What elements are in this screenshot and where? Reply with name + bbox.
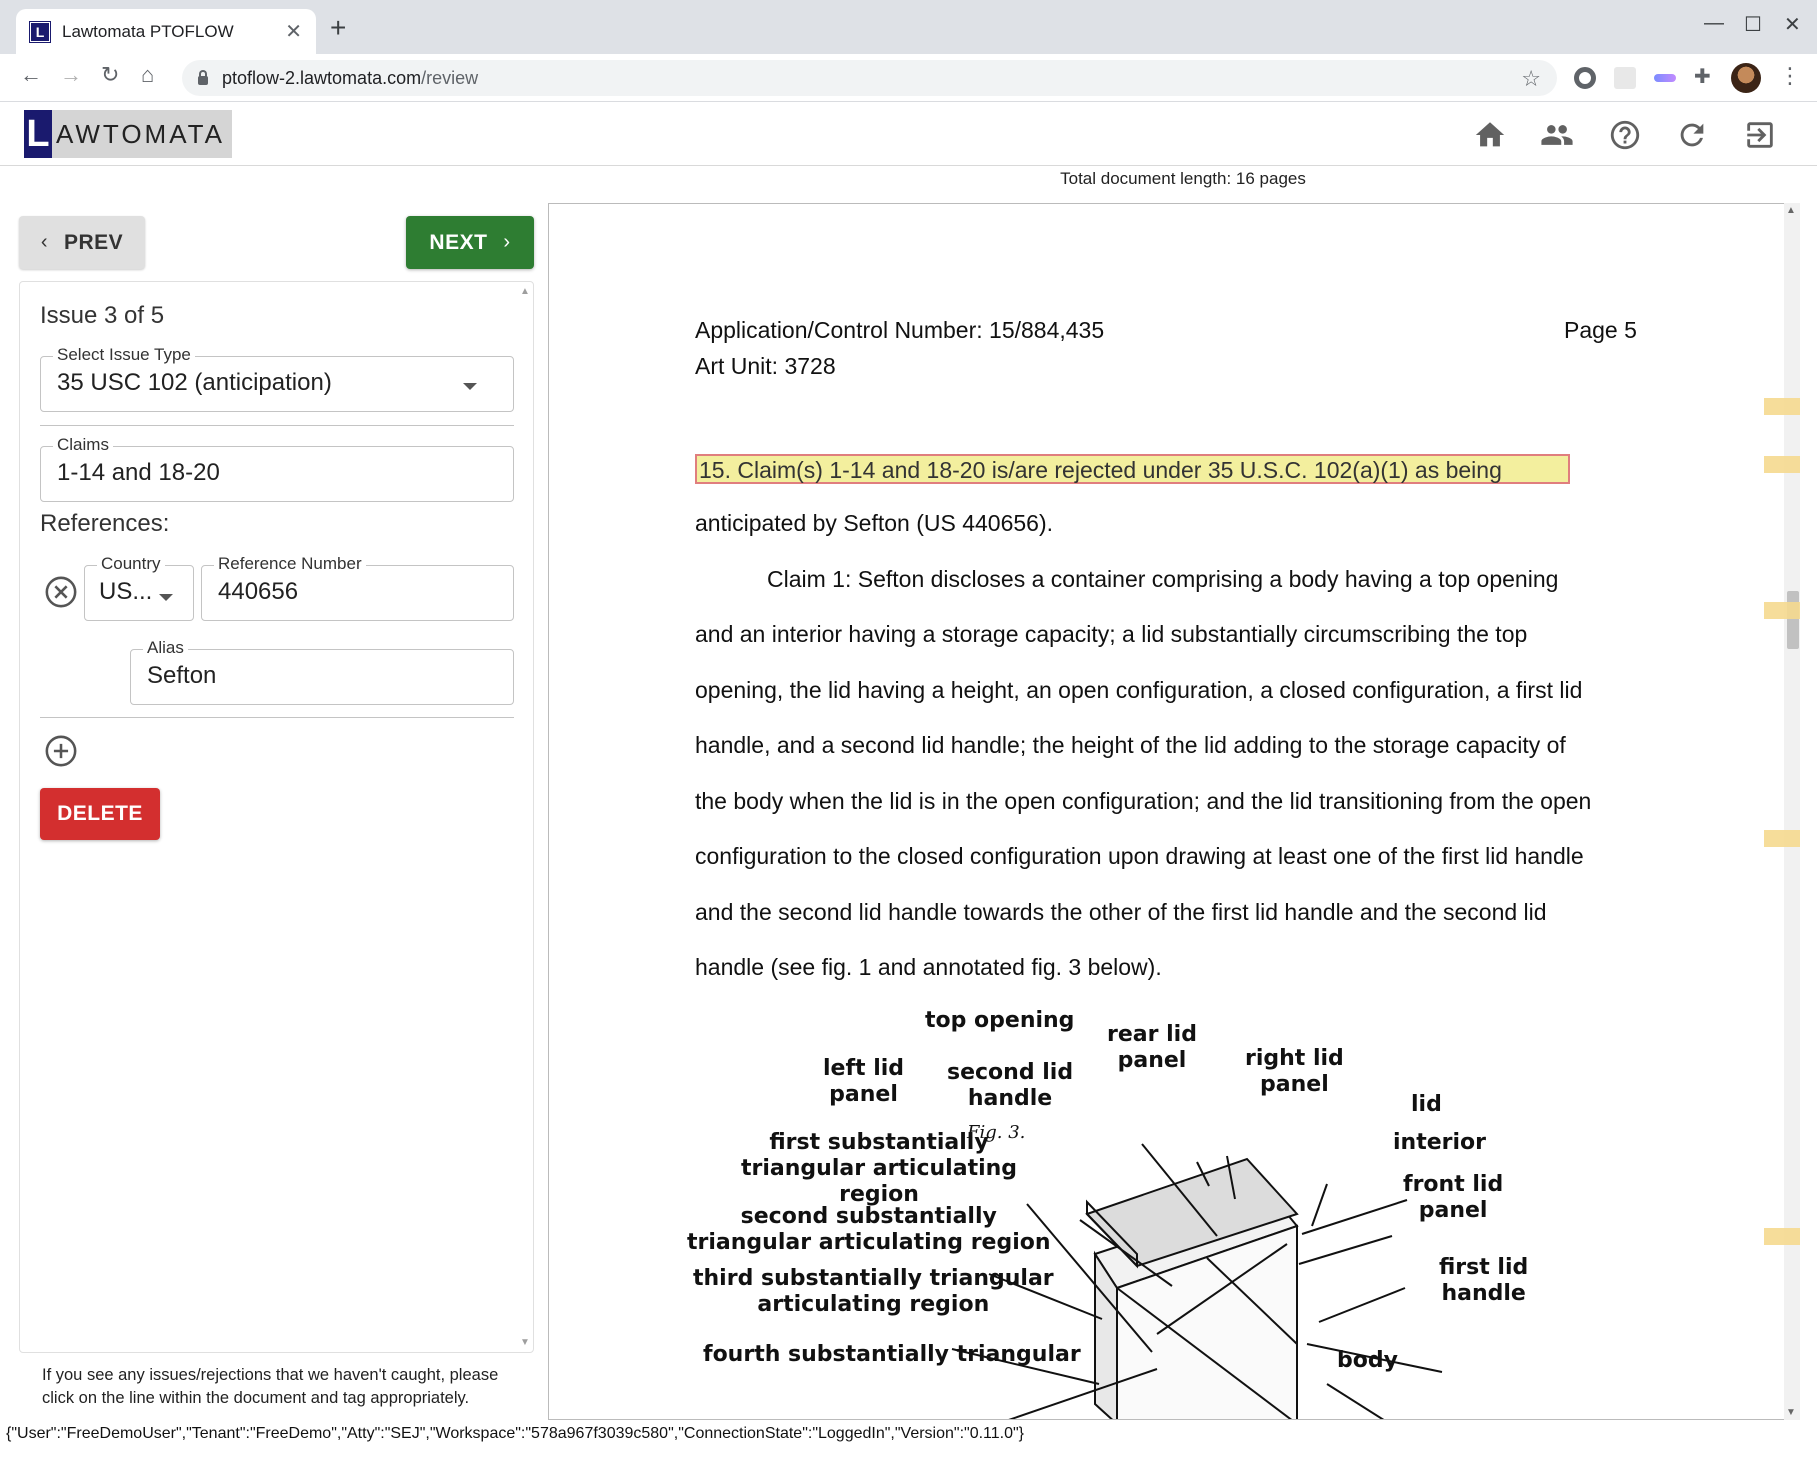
extension-wave-icon[interactable] bbox=[1654, 74, 1676, 82]
home-icon[interactable] bbox=[1473, 118, 1507, 152]
page-number[interactable]: Page 5 bbox=[1564, 317, 1637, 343]
divider bbox=[40, 717, 514, 718]
hint-text: If you see any issues/rejections that we haven't caught, please click on the line within the document and tag appropriately. bbox=[42, 1366, 499, 1407]
issue-type-label: Select Issue Type bbox=[53, 345, 195, 365]
minimize-icon[interactable]: — bbox=[1704, 12, 1724, 34]
people-icon[interactable] bbox=[1540, 118, 1574, 152]
doc-line[interactable]: Claim 1: Sefton discloses a container comprising a body having a top opening bbox=[767, 566, 1559, 592]
menu-icon[interactable]: ⋮ bbox=[1779, 63, 1801, 88]
close-icon[interactable]: ✕ bbox=[285, 21, 302, 43]
logo-letter: L bbox=[24, 110, 52, 158]
document-viewer[interactable] bbox=[548, 203, 1800, 1420]
highlighted-rejection[interactable] bbox=[695, 454, 1570, 484]
doc-line[interactable]: handle, and a second lid handle; the height of the lid adding to the storage capacity of bbox=[695, 732, 1566, 758]
tab-title: Lawtomata PTOFLOW bbox=[62, 21, 234, 41]
claims-input[interactable] bbox=[40, 435, 514, 502]
claims-label: Claims bbox=[53, 435, 113, 455]
app-header bbox=[0, 102, 1817, 166]
address-bar[interactable] bbox=[182, 60, 1557, 96]
back-icon[interactable]: ← bbox=[20, 62, 42, 87]
scroll-up-icon[interactable]: ▲ bbox=[520, 286, 530, 297]
extension-square-icon[interactable] bbox=[1614, 67, 1636, 89]
dropdown-caret-icon bbox=[159, 594, 173, 601]
issue-marker[interactable] bbox=[1764, 456, 1800, 473]
divider bbox=[40, 425, 514, 426]
label-fourth-triangular-region: fourth substantially triangular bbox=[703, 1342, 1081, 1367]
delete-button[interactable]: DELETE bbox=[40, 788, 160, 840]
bookmark-star-icon[interactable]: ☆ bbox=[1521, 66, 1541, 91]
claims-value[interactable]: 1-14 and 18-20 bbox=[57, 459, 220, 486]
references-label: References: bbox=[40, 510, 170, 537]
label-interior: interior bbox=[1393, 1130, 1486, 1155]
dropdown-caret-icon bbox=[463, 383, 477, 390]
issue-panel bbox=[19, 281, 534, 1353]
issue-marker[interactable] bbox=[1764, 1228, 1800, 1245]
home-icon[interactable]: ⌂ bbox=[141, 62, 155, 87]
app-control-number[interactable]: Application/Control Number: 15/884,435 bbox=[695, 317, 1105, 343]
country-select[interactable] bbox=[84, 554, 194, 621]
status-json: {"User":"FreeDemoUser","Tenant":"FreeDemo","Atty":"SEJ","Workspace":"578a967f3039c580","ConnectionState":"LoggedIn","Version":"0.11.0"} bbox=[6, 1425, 1025, 1442]
lawtomata-logo bbox=[24, 110, 232, 158]
reference-number-input[interactable] bbox=[201, 554, 514, 621]
label-left-lid-panel: left lid panel bbox=[823, 1056, 905, 1107]
issue-type-select[interactable] bbox=[40, 345, 514, 412]
extension-circle-icon[interactable] bbox=[1574, 67, 1596, 89]
label-third-triangular-region: third substantially triangular articulating region bbox=[693, 1266, 1054, 1317]
next-button[interactable] bbox=[406, 216, 534, 269]
label-first-lid-handle: first lid handle bbox=[1439, 1255, 1529, 1306]
browser-toolbar bbox=[0, 54, 1817, 102]
extensions-puzzle-icon[interactable]: ✚ bbox=[1694, 66, 1711, 88]
label-top-opening: top opening bbox=[925, 1008, 1075, 1033]
browser-tabstrip bbox=[0, 0, 1817, 54]
doc-line[interactable]: the body when the lid is in the open configuration; and the lid transitioning from the open bbox=[695, 788, 1592, 814]
doc-line[interactable]: configuration to the closed configuration upon drawing at least one of the first lid handle bbox=[695, 843, 1584, 869]
prev-button[interactable] bbox=[19, 216, 145, 269]
doc-line[interactable]: and an interior having a storage capacity; a lid substantially circumscribing the top bbox=[695, 621, 1528, 647]
doc-line[interactable]: handle (see fig. 1 and annotated fig. 3 below). bbox=[695, 954, 1162, 980]
label-right-lid-panel: right lid panel bbox=[1245, 1046, 1344, 1097]
remove-reference-icon[interactable] bbox=[44, 575, 78, 609]
add-reference-icon[interactable] bbox=[44, 734, 78, 768]
url-path: /review bbox=[421, 67, 479, 88]
chevron-right-icon: › bbox=[503, 231, 511, 253]
doc-line[interactable]: opening, the lid having a height, an open configuration, a closed configuration, a first lid bbox=[695, 677, 1583, 703]
country-label: Country bbox=[97, 554, 165, 574]
annotated-figure bbox=[687, 1004, 1587, 1420]
reload-icon[interactable]: ↻ bbox=[101, 62, 120, 87]
logo-text: AWTOMATA bbox=[56, 118, 225, 149]
prev-label: PREV bbox=[63, 230, 124, 254]
tab-favicon: L bbox=[30, 22, 50, 42]
issue-marker[interactable] bbox=[1764, 602, 1800, 619]
highlighted-rejection-text: 15. Claim(s) 1-14 and 18-20 is/are rejected under 35 U.S.C. 102(a)(1) as being bbox=[699, 457, 1502, 483]
label-first-triangular-region: first substantially triangular articulating region bbox=[741, 1130, 1018, 1207]
label-rear-lid-panel: rear lid panel bbox=[1107, 1022, 1197, 1073]
profile-avatar[interactable] bbox=[1731, 63, 1761, 93]
label-second-lid-handle: second lid handle bbox=[947, 1060, 1074, 1111]
chevron-left-icon: ‹ bbox=[40, 231, 48, 253]
label-front-lid-panel: front lid panel bbox=[1403, 1172, 1504, 1223]
alias-input[interactable] bbox=[130, 638, 514, 705]
scrollbar-thumb[interactable] bbox=[1787, 591, 1799, 649]
label-second-triangular-region: second substantially triangular articulating region bbox=[687, 1204, 1051, 1255]
scroll-up-icon[interactable]: ▲ bbox=[1786, 205, 1796, 216]
reference-number-value[interactable]: 440656 bbox=[218, 578, 299, 605]
issue-marker[interactable] bbox=[1764, 398, 1800, 415]
browser-tab[interactable] bbox=[16, 9, 316, 54]
reference-number-label: Reference Number bbox=[214, 554, 366, 574]
window-close-icon[interactable]: ✕ bbox=[1784, 14, 1801, 36]
refresh-icon[interactable] bbox=[1675, 118, 1709, 152]
help-icon[interactable] bbox=[1608, 118, 1642, 152]
country-value: US... bbox=[99, 578, 153, 605]
lock-icon bbox=[198, 76, 208, 85]
next-label: NEXT bbox=[429, 230, 488, 254]
art-unit[interactable]: Art Unit: 3728 bbox=[695, 353, 836, 379]
label-lid: lid bbox=[1411, 1092, 1442, 1117]
alias-label: Alias bbox=[143, 638, 188, 658]
figure-title: Fig. 3. bbox=[967, 1122, 1026, 1143]
url-host: ptoflow-2.lawtomata.com bbox=[222, 67, 422, 88]
scroll-down-icon[interactable]: ▼ bbox=[520, 1337, 530, 1348]
issue-title: Issue 3 of 5 bbox=[40, 302, 165, 329]
new-tab-icon[interactable]: + bbox=[330, 12, 347, 43]
alias-value[interactable]: Sefton bbox=[147, 662, 217, 689]
scroll-down-icon[interactable]: ▼ bbox=[1786, 1407, 1796, 1418]
logout-icon[interactable] bbox=[1743, 118, 1777, 152]
doc-line[interactable]: anticipated by Sefton (US 440656). bbox=[695, 510, 1054, 536]
label-body: body bbox=[1337, 1348, 1398, 1373]
forward-icon[interactable]: → bbox=[60, 62, 82, 87]
issue-type-value: 35 USC 102 (anticipation) bbox=[57, 369, 332, 396]
doc-line[interactable]: and the second lid handle towards the other of the first lid handle and the second lid bbox=[695, 899, 1547, 925]
maximize-icon[interactable]: ☐ bbox=[1744, 14, 1762, 36]
document-page bbox=[549, 204, 1781, 1420]
issue-marker[interactable] bbox=[1764, 830, 1800, 847]
document-length: Total document length: 16 pages bbox=[1060, 169, 1306, 188]
